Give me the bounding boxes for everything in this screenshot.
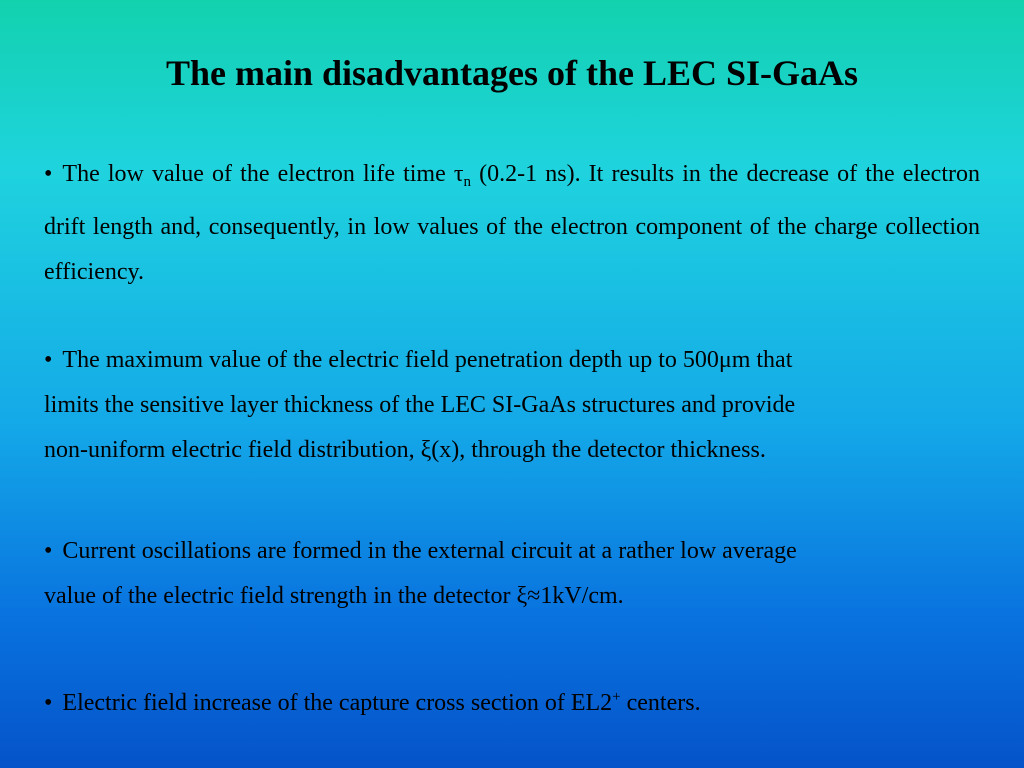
bullet-penetration-depth: [44, 338, 795, 473]
bullet-text-part: (0.2-1 ns). It results in the decrease of the electron drift length and, consequently, in low values of the electron component of the charge collection efficiency.: [44, 161, 980, 285]
bullet-line: limits the sensitive layer thickness of the LEC SI-GaAs structures and provide: [44, 392, 796, 418]
bullet-text-part: The low value of the electron life time τ: [62, 161, 464, 187]
bullet-marker: •: [44, 690, 53, 716]
bullet-current-oscillations: [44, 529, 797, 619]
bullet-text-part: centers.: [620, 690, 701, 716]
bullet-marker: •: [44, 161, 53, 187]
bullet-line: [44, 529, 797, 574]
bullet-text-part: Electric field increase of the capture cross section of EL2: [62, 690, 613, 716]
bullet-line: value of the electric field strength in the detector ξ≈1kV/cm.: [44, 583, 624, 609]
slide-title: The main disadvantages of the LEC SI-GaAs: [165, 53, 859, 93]
bullet-line: non-uniform electric field distribution, ξ(x), through the detector thickness.: [44, 437, 766, 463]
superscript-plus: +: [612, 689, 621, 705]
subscript-n: n: [463, 174, 472, 190]
bullet-text-line: Current oscillations are formed in the external circuit at a rather low average: [62, 538, 797, 564]
bullet-line: [44, 338, 795, 383]
bullet-marker: •: [44, 347, 53, 373]
bullet-marker: •: [44, 538, 53, 564]
bullet-capture-cross-section: [44, 675, 701, 726]
bullet-electron-lifetime: [44, 152, 980, 295]
bullet-text-line: The maximum value of the electric field penetration depth up to 500μm that: [62, 347, 793, 373]
